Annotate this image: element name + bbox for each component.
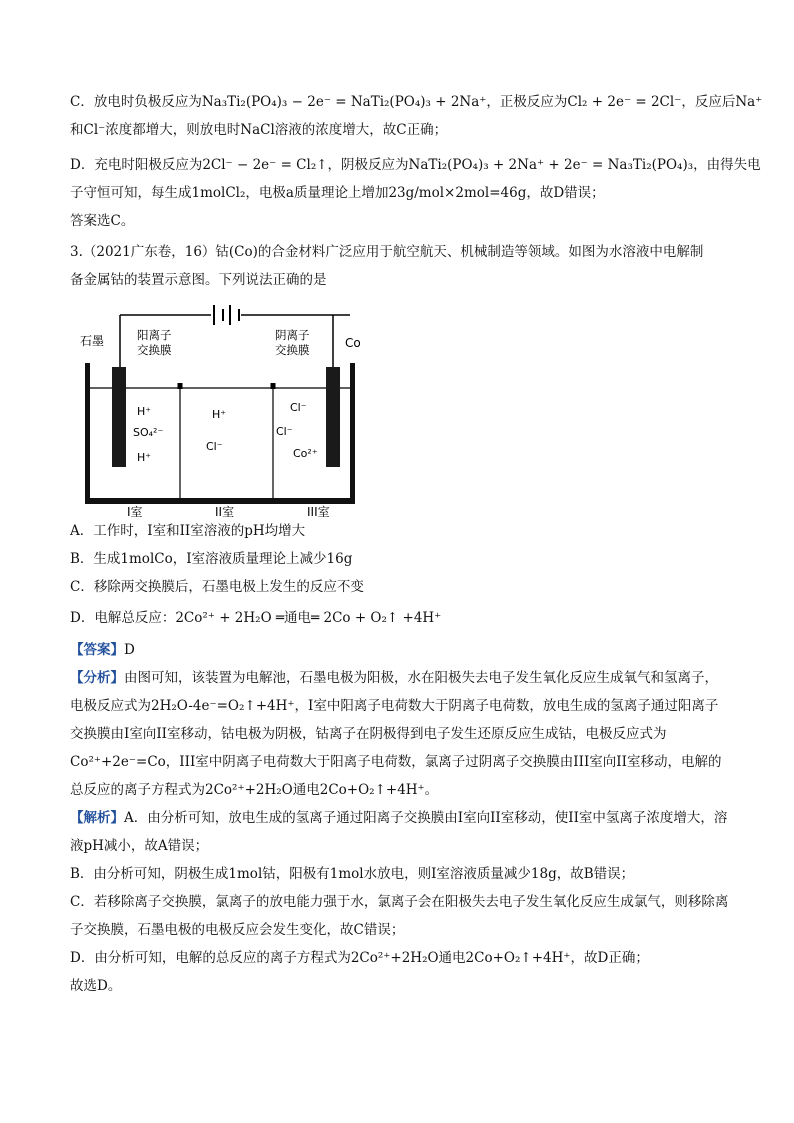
text-line: D．充电时阳极反应为2Cl⁻ − 2e⁻ = Cl₂↑，阴极反应为NaTi₂(PO₄)₃ + 2Na⁺ + 2e⁻ = Na₃Ti₂(PO₄)₃，由得失电 (70, 157, 761, 173)
ion-label: H⁺ (137, 405, 152, 418)
question-title: 3.（2021广东卷，16）钴(Co)的合金材料广泛应用于航空航天、机械制造等领域。如图为水溶液中电解制 (70, 244, 704, 260)
solution-paragraph (70, 804, 730, 860)
solution-tag: 【解析】 (70, 810, 124, 826)
ion-label: Cl⁻ (276, 425, 293, 438)
analysis-text: 由图可知，该装置为电解池，石墨电极为阳极，水在阳极失去电子发生氧化反应生成氧气和氢离子，电极反应式为2H₂O-4e⁻=O₂↑+4H⁺，I室中阳离子电荷数大于阴离子电荷数，放电生成的氢离子通过阳离子交换膜由I室向II室移动，钴电极为阴极，钴离子在阴极得到电子发生还原反应生成钴，电极反应式为Co²⁺+2e⁻=Co，III室中阴离子电荷数大于阳离子电荷数，氯离子过阴离子交换膜由III室向II室移动，电解的总反应的离子方程式为2Co²⁺+2H₂O通电2Co+O₂↑+4H⁺。 (70, 670, 722, 798)
analysis-paragraph (70, 664, 730, 804)
ion-label: Cl⁻ (290, 401, 307, 414)
answer-tag: 【答案】 (70, 642, 124, 658)
room-label: III室 (307, 505, 330, 519)
ion-label: SO₄²⁻ (133, 426, 164, 439)
electrolysis-diagram (75, 303, 361, 519)
answer-line (70, 636, 730, 664)
label-co: Co (345, 336, 361, 350)
text-line: 答案选C。 (70, 213, 135, 229)
label-cation-membrane: 阳离子 (137, 328, 172, 342)
label-cation-membrane: 交换膜 (137, 343, 172, 357)
option-b: B．生成1molCo，I室溶液质量理论上减少16g (70, 551, 353, 567)
label-anion-membrane: 交换膜 (275, 343, 310, 357)
option-d: D．电解总反应：2Co²⁺ + 2H₂O ═通电═ 2Co + O₂↑ +4H⁺ (70, 610, 442, 626)
solution-end: 故选D。 (70, 978, 122, 994)
ion-label: H⁺ (137, 451, 152, 464)
option-a: A．工作时，I室和II室溶液的pH均增大 (70, 523, 306, 539)
solution-c: C．若移除离子交换膜，氯离子的放电能力强于水，氯离子会在阳极失去电子发生氧化反应生成氯气，则移除离子交换膜，石墨电极的电极反应会发生变化，故C错误； (70, 894, 729, 938)
question-title: 备金属钴的装置示意图。下列说法正确的是 (70, 272, 327, 288)
analysis-tag: 【分析】 (70, 670, 124, 686)
solution-d: D．由分析可知，电解的总反应的离子方程式为2Co²⁺+2H₂O通电2Co+O₂↑+4H⁺，故D正确； (70, 950, 649, 966)
solution-b: B．由分析可知，阴极生成1mol钴，阳极有1mol水放电，则I室溶液质量减少18g，故B错误； (70, 866, 635, 882)
ion-label: Cl⁻ (206, 440, 223, 453)
text-line: 和Cl⁻浓度都增大，则放电时NaCl溶液的浓度增大，故C正确； (70, 122, 448, 138)
ion-label: H⁺ (212, 408, 227, 421)
cobalt-electrode (326, 367, 340, 467)
text-line: 子守恒可知，每生成1molCl₂，电极a质量理论上增加23g/mol×2mol=46g，故D错误； (70, 185, 605, 201)
solution-a: A．由分析可知，放电生成的氢离子通过阳离子交换膜由I室向II室移动，使II室中氢离子浓度增大，溶液pH减小，故A错误； (70, 810, 728, 854)
room-label: II室 (215, 505, 235, 519)
ion-label: Co²⁺ (293, 447, 318, 460)
text-line: C．放电时负极反应为Na₃Ti₂(PO₄)₃ − 2e⁻ = NaTi₂(PO₄)₃ + 2Na⁺，正极反应为Cl₂ + 2e⁻ = 2Cl⁻，反应后Na⁺ (70, 94, 763, 110)
graphite-electrode (112, 367, 126, 467)
label-graphite: 石墨 (80, 334, 105, 348)
room-label: I室 (127, 505, 143, 519)
label-anion-membrane: 阴离子 (275, 328, 310, 342)
answer-value: D (124, 642, 135, 658)
option-c: C．移除两交换膜后，石墨电极上发生的反应不变 (70, 579, 364, 595)
